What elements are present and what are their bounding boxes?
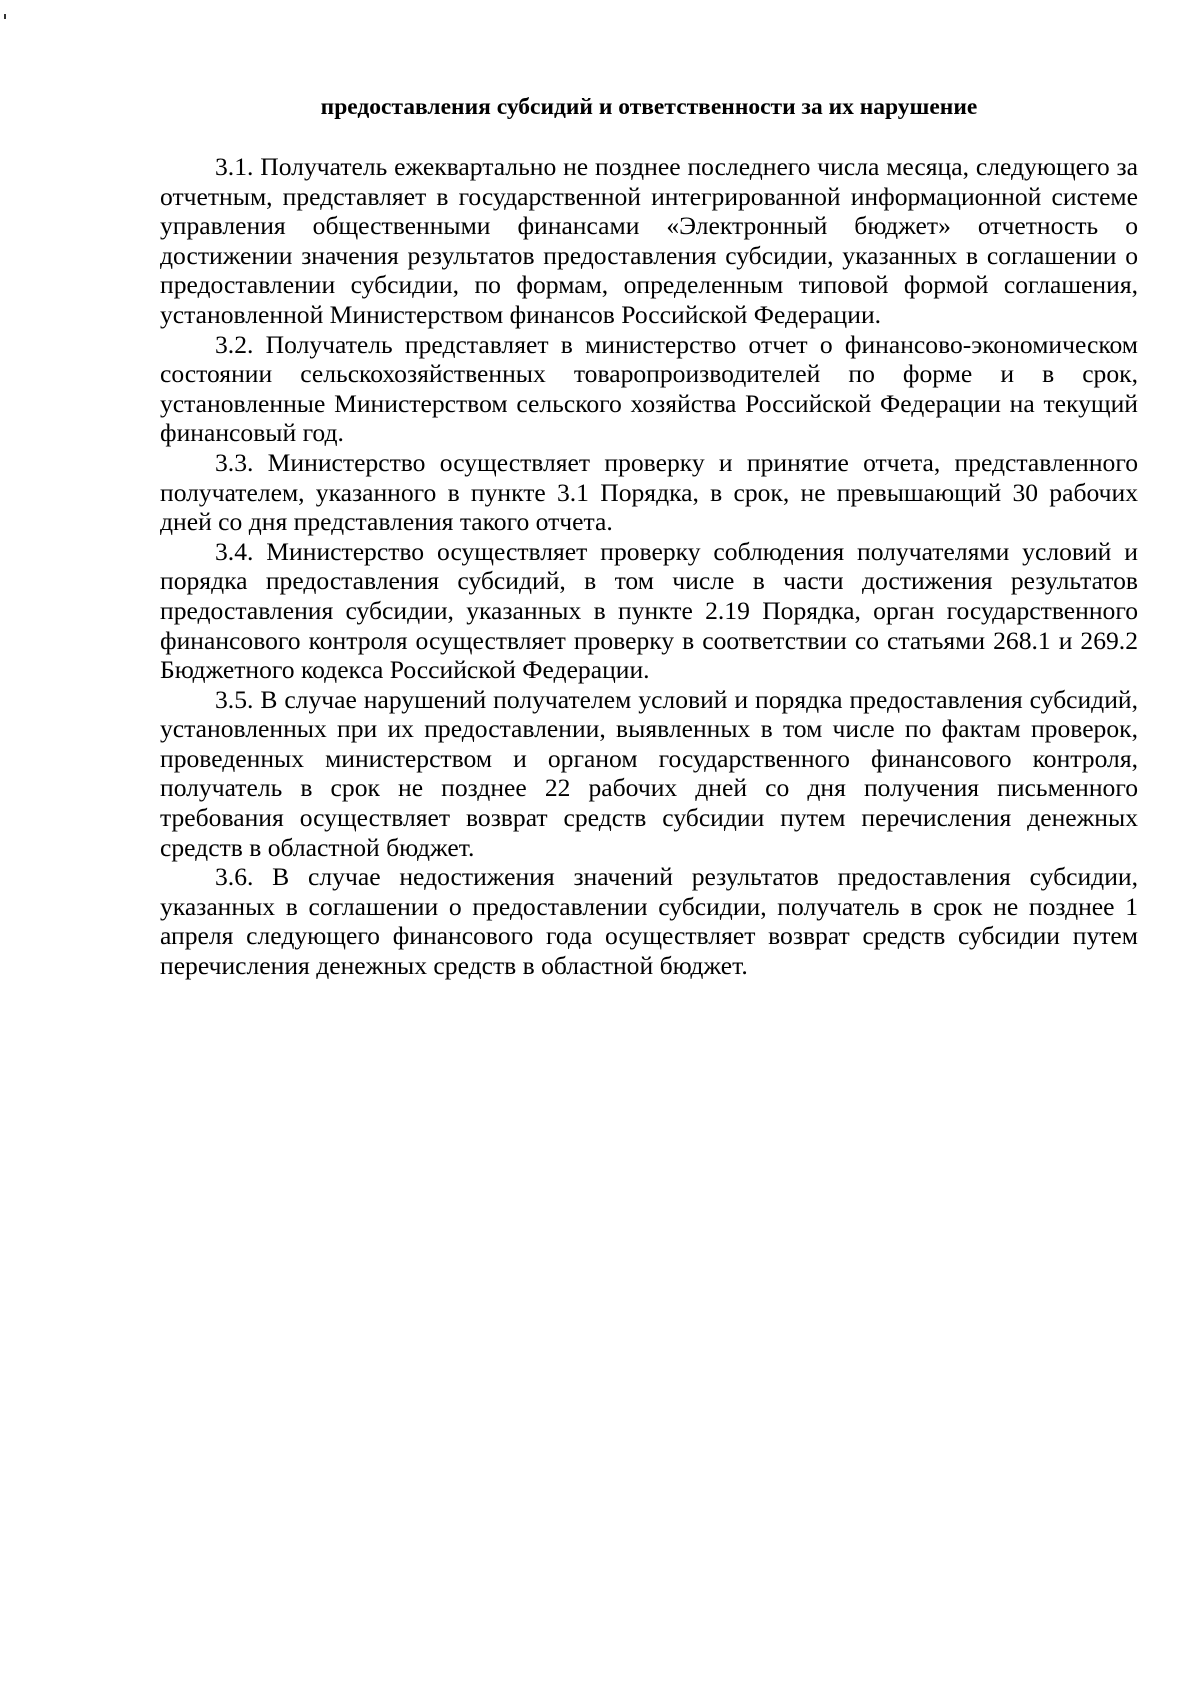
scan-artifact-mark xyxy=(4,14,6,19)
paragraph-3-5: 3.5. В случае нарушений получателем условий и порядка предоставления субсидий, установленных при их предоставлении, выявленных в том числе по фактам проверок, проведенных министерством и органом государственного финансового контроля, получатель в срок не позднее 22 рабочих дней со дня получения письменного требования осуществляет возврат средств субсидии путем перечисления денежных средств в областной бюджет. xyxy=(160,684,1138,862)
paragraph-3-1: 3.1. Получатель ежеквартально не позднее последнего числа месяца, следующего за отчетным, представляет в государственной интегрированной информационной системе управления общественными финансами «Электронный бюджет» отчетность о достижении значения результатов предоставления субсидии, указанных в соглашении о предоставлении субсидии, по формам, определенным типовой формой соглашения, установленной Министерством финансов Российской Федерации. xyxy=(160,152,1138,329)
paragraph-3-2: 3.2. Получатель представляет в министерство отчет о финансово-экономическом состоянии сельскохозяйственных товаропроизводителей по форме и в срок, установленные Министерством сельского хозяйства Российской Федерации на текущий финансовый год. xyxy=(160,329,1138,448)
paragraph-3-4: 3.4. Министерство осуществляет проверку соблюдения получателями условий и порядка предоставления субсидий, в том числе в части достижения результатов предоставления субсидии, указанных в пункте 2.19 Порядка, орган государственного финансового контроля осуществляет проверку в соответствии со статьями 268.1 и 269.2 Бюджетного кодекса Российской Федерации. xyxy=(160,536,1138,685)
paragraph-3-6: 3.6. В случае недостижения значений результатов предоставления субсидии, указанных в соглашении о предоставлении субсидии, получатель в срок не позднее 1 апреля следующего финансового года осуществляет возврат средств субсидии путем перечисления денежных средств в областной бюджет. xyxy=(160,862,1138,981)
paragraph-3-3: 3.3. Министерство осуществляет проверку и принятие отчета, представленного получателем, указанного в пункте 3.1 Порядка, в срок, не превышающий 30 рабочих дней со дня представления такого отчета. xyxy=(160,447,1138,537)
section-heading: предоставления субсидий и ответственности за их нарушение xyxy=(320,94,978,120)
document-body xyxy=(160,152,1138,981)
